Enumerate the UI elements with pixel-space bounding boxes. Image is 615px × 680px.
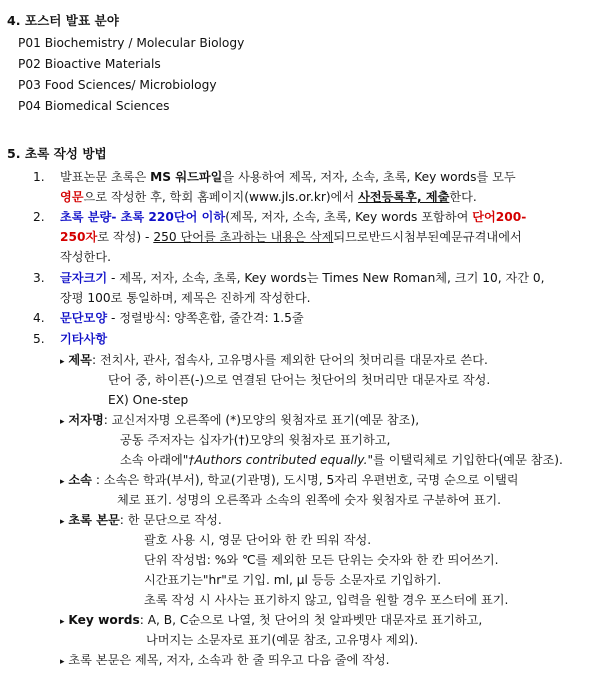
item-2-line1: 초록 분량- 초록 220단어 이하(제목, 저자, 소속, 초록, Key words 포함하여 단어200- bbox=[60, 210, 527, 224]
item-5-label: 기타사항 bbox=[60, 332, 108, 346]
poster-field-p04: P04 Biomedical Sciences bbox=[18, 99, 170, 113]
author-rule-line1: ▸ 저자명: 교신저자명 오른쪽에 (*)모양의 윗첨자로 표기(예문 참조), bbox=[60, 413, 420, 427]
title-rule-line1: ▸ 제목: 전치사, 관사, 접속사, 고유명사를 제외한 단어의 첫머리를 대문자로 쓴다. bbox=[60, 353, 488, 367]
item-1-number: 1. bbox=[33, 170, 45, 184]
item-4-number: 4. bbox=[33, 311, 45, 325]
abstract-body-rule-line1: ▸ 초록 본문: 한 문단으로 작성. bbox=[60, 513, 222, 527]
item-4-line1: 문단모양 - 정렬방식: 양쪽혼합, 줄간격: 1.5줄 bbox=[60, 311, 304, 325]
section4-heading: 4. 포스터 발표 분야 bbox=[7, 13, 119, 28]
item-1-line2: 영문으로 작성한 후, 학회 홈페이지(www.jls.or.kr)에서 사전등록후, 제출한다. bbox=[60, 190, 477, 204]
bullet-triangle-icon: ▸ bbox=[60, 657, 65, 667]
abstract-body-rule-line5: 초록 작성 시 사사는 표기하지 않고, 입력을 원할 경우 포스터에 표기. bbox=[144, 593, 509, 607]
affiliation-rule-line1: ▸ 소속 : 소속은 학과(부서), 학교(기관명), 도시명, 5자리 우편번호, 국명 순으로 이탤릭 bbox=[60, 473, 519, 487]
bullet-triangle-icon: ▸ bbox=[60, 357, 65, 367]
item-2-line2: 250자로 작성) - 250 단어를 초과하는 내용은 삭제되므로반드시첨부된예문규격내에서 bbox=[60, 230, 522, 244]
item-2-number: 2. bbox=[33, 210, 45, 224]
item-5-number: 5. bbox=[33, 332, 45, 346]
bullet-triangle-icon: ▸ bbox=[60, 517, 65, 527]
bullet-triangle-icon: ▸ bbox=[60, 417, 65, 427]
item-3-line1: 글자크기 - 제목, 저자, 소속, 초록, Key words는 Times New Roman체, 크기 10, 자간 0, bbox=[60, 271, 545, 285]
keywords-rule-line2: 나머지는 소문자로 표기(예문 참조, 고유명사 제외). bbox=[146, 633, 419, 647]
author-rule-line3: 소속 아래에"†Authors contributed equally."를 이탤릭체로 기입한다(예문 참조). bbox=[120, 453, 563, 467]
poster-field-p01: P01 Biochemistry / Molecular Biology bbox=[18, 36, 245, 50]
bullet-triangle-icon: ▸ bbox=[60, 477, 65, 487]
keywords-rule-line1: ▸ Key words: A, B, C순으로 나열, 첫 단어의 첫 알파벳만 대문자로 표기하고, bbox=[60, 613, 483, 627]
item-2-line3: 작성한다. bbox=[60, 250, 111, 264]
author-rule-line2: 공동 주저자는 십자가(†)모양의 윗첨자로 표기하고, bbox=[120, 433, 391, 447]
abstract-body-rule-line2: 괄호 사용 시, 영문 단어와 한 칸 띄워 작성. bbox=[144, 533, 372, 547]
abstract-body-rule-line4: 시간표기는"hr"로 기입. ml, μl 등등 소문자로 기입하기. bbox=[144, 573, 442, 587]
affiliation-rule-line2: 체로 표기. 성명의 오른쪽과 소속의 왼쪽에 숫자 윗첨자로 구분하여 표기. bbox=[117, 493, 502, 507]
spacing-rule-line1: ▸ 초록 본문은 제목, 저자, 소속과 한 줄 띄우고 다음 줄에 작성. bbox=[60, 653, 390, 667]
abstract-body-rule-line3: 단위 작성법: %와 ℃를 제외한 모든 단위는 숫자와 한 칸 띄어쓰기. bbox=[144, 553, 499, 567]
title-rule-line3: EX) One-step bbox=[108, 393, 189, 407]
poster-field-p03: P03 Food Sciences/ Microbiology bbox=[18, 78, 217, 92]
item-3-number: 3. bbox=[33, 271, 45, 285]
item-3-line2: 장평 100로 통일하며, 제목은 진하게 작성한다. bbox=[60, 291, 311, 305]
section5-heading: 5. 초록 작성 방법 bbox=[7, 146, 107, 161]
title-rule-line2: 단어 중, 하이픈(-)으로 연결된 단어는 첫단어의 첫머리만 대문자로 작성. bbox=[108, 373, 491, 387]
bullet-triangle-icon: ▸ bbox=[60, 617, 65, 627]
item-1-line1: 발표논문 초록은 MS 워드파일을 사용하여 제목, 저자, 소속, 초록, Key words를 모두 bbox=[60, 170, 516, 184]
poster-field-p02: P02 Bioactive Materials bbox=[18, 57, 161, 71]
